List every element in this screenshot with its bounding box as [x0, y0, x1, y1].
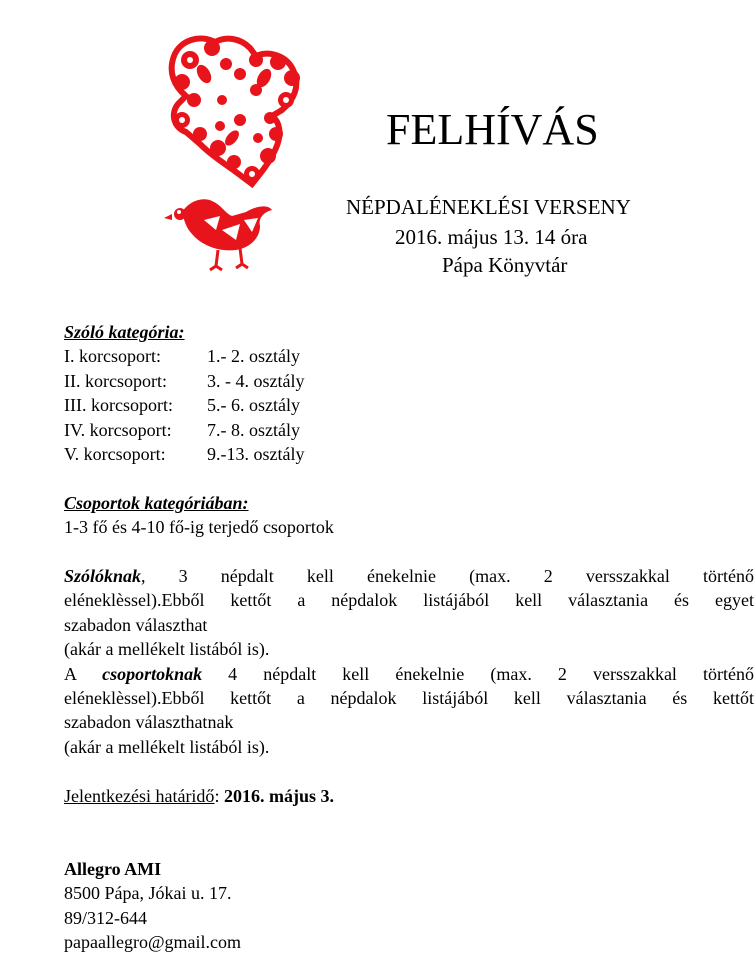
solo-rules-line: szabadon választhat [64, 614, 208, 635]
solo-category-heading: Szóló kategória: [64, 322, 185, 342]
event-place: Pápa Könyvtár [442, 253, 568, 277]
contact-org: Allegro AMI [64, 858, 162, 879]
group-lead: csoportoknak [102, 663, 203, 684]
age-group-grades: 7.- 8. osztály [207, 419, 300, 440]
age-group-grades: 9.-13. osztály [207, 444, 305, 465]
solo-lead: Szólóknak [64, 566, 142, 587]
page-title: FELHÍVÁS [386, 105, 599, 154]
group-rules-line: szabadon választhatnak [64, 712, 234, 733]
age-group-row [64, 393, 754, 417]
age-group-label: I. korcsoport: [64, 346, 161, 367]
group-rules-line: (akár a mellékelt listából is). [64, 736, 270, 757]
age-group-grades: 3. - 4. osztály [207, 370, 305, 391]
group-prefix: A [64, 663, 103, 684]
groups-category-text: 1-3 fő és 4-10 fő-ig terjedő csoportok [64, 517, 334, 538]
age-group-row [64, 442, 754, 466]
age-group-row [64, 418, 754, 442]
folk-embroidery-heart-bird-icon [160, 34, 310, 274]
contact-phone: 89/312-644 [64, 907, 147, 928]
age-group-row [64, 344, 754, 368]
age-group-label: III. korcsoport: [64, 395, 173, 416]
solo-rules-line: (akár a mellékelt listából is). [64, 639, 270, 660]
contact-email: papaallegro@gmail.com [64, 932, 242, 953]
contact-address: 8500 Pápa, Jókai u. 17. [64, 883, 232, 904]
solo-rules-text: , 3 népdalt kell énekelnie (max. 2 versszakkal történő [141, 566, 754, 587]
announcement-body [64, 320, 754, 954]
deadline [64, 784, 754, 808]
solo-rules-line [64, 564, 754, 588]
age-group-row [64, 369, 754, 393]
group-rules-text: 4 népdalt kell énekelnie (max. 2 versszakkal történő [202, 663, 754, 684]
age-group-label: IV. korcsoport: [64, 419, 172, 440]
deadline-label: Jelentkezési határidő [64, 785, 215, 806]
age-group-label: II. korcsoport: [64, 370, 167, 391]
event-name: NÉPDALÉNEKLÉSI VERSENY [346, 195, 631, 219]
deadline-date: 2016. május 3. [223, 785, 334, 806]
solo-rules-line: eléneklèssel).Ebből kettőt a népdalok listájából kell választania és egyet [64, 590, 754, 611]
event-date: 2016. május 13. 14 óra [395, 225, 588, 249]
deadline-sep: : [214, 785, 224, 806]
age-group-label: V. korcsoport: [64, 444, 166, 465]
group-rules-line [64, 662, 754, 686]
group-rules-line: eléneklèssel).Ebből kettőt a népdalok listájából kell választania és kettőt [64, 688, 754, 709]
age-group-grades: 1.- 2. osztály [207, 346, 300, 367]
age-group-grades: 5.- 6. osztály [207, 395, 300, 416]
groups-category-heading: Csoportok kategóriában: [64, 492, 249, 513]
